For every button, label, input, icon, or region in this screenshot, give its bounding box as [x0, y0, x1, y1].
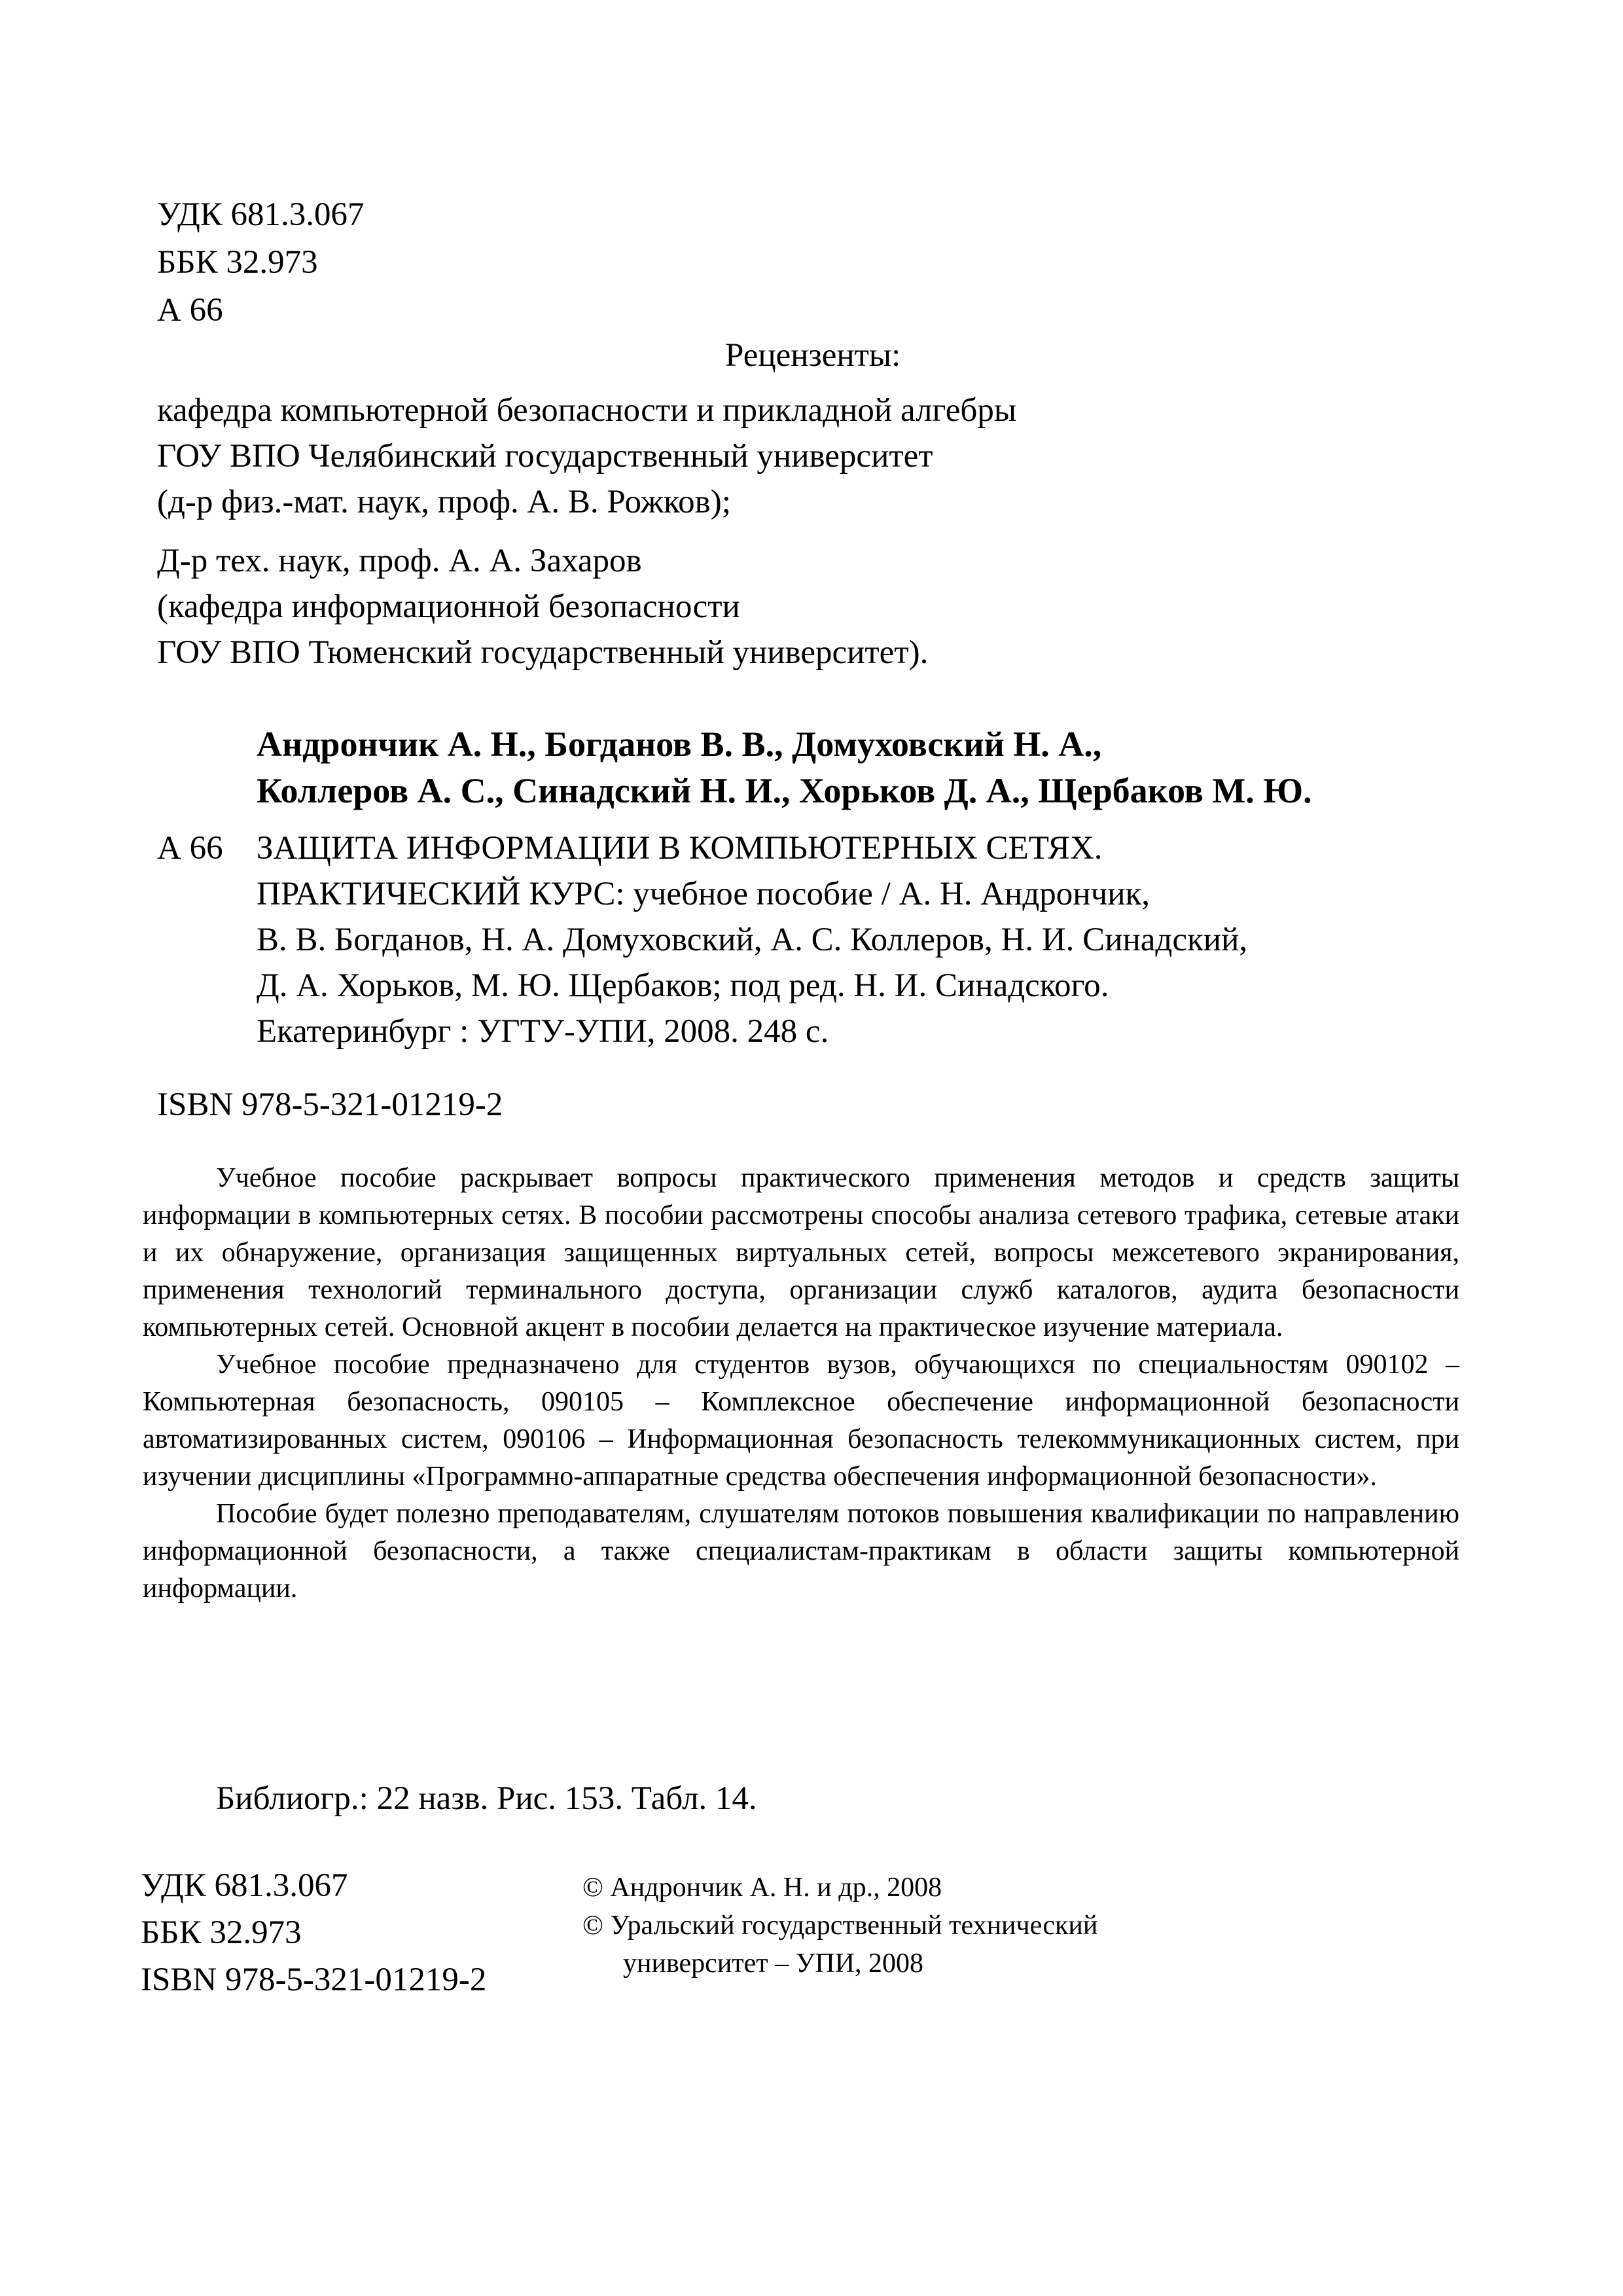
biblio-line-3: В. В. Богданов, Н. А. Домуховский, А. С. Коллеров, Н. И. Синадский, — [257, 922, 1248, 958]
reviewer-1-line-1: кафедра компьютерной безопасности и прикладной алгебры — [157, 392, 1017, 429]
annotation-paragraph-3: Пособие будет полезно преподавателям, слушателям потоков повышения квалификации по направлению информационной безопасности, а также специалистам-практикам в области защиты компьютерной информации. — [143, 1499, 1459, 1604]
biblio-line-5: Екатеринбург : УГТУ-УПИ, 2008. 248 с. — [257, 1013, 829, 1050]
reviewer-2-line-2: (кафедра информационной безопасности — [157, 588, 740, 625]
copyright-authors: © Андрончик А. Н. и др., 2008 — [582, 1873, 942, 1903]
reviewer-2-line-3: ГОУ ВПО Тюменский государственный университет). — [157, 634, 929, 671]
biblio-code: А 66 — [157, 830, 223, 867]
biblio-line-1: ЗАЩИТА ИНФОРМАЦИИ В КОМПЬЮТЕРНЫХ СЕТЯХ. — [257, 830, 1103, 867]
bbk-code: ББК 32.973 — [157, 244, 318, 281]
reviewer-2-line-1: Д-р тех. наук, проф. А. А. Захаров — [157, 543, 642, 579]
footer-isbn: ISBN 978-5-321-01219-2 — [141, 1962, 487, 1998]
annotation-paragraph-2: Учебное пособие предназначено для студентов вузов, обучающихся по специальностям 090102 – Компьютерная безопасность, 090105 – Комплексное обеспечение информационной безопасности автоматизированных систем, 090106 – Информационная безопасность телекоммуникационных систем, при изучении дисциплины «Программно-аппаратные средства обеспечения информационной безопасности». — [143, 1350, 1459, 1492]
copyright-university-cont: университет – УПИ, 2008 — [623, 1948, 924, 1979]
author-mark: А 66 — [157, 292, 223, 329]
biblio-line-2: ПРАКТИЧЕСКИЙ КУРС: учебное пособие / А. Н. Андрончик, — [257, 876, 1150, 912]
isbn: ISBN 978-5-321-01219-2 — [157, 1086, 503, 1123]
copyright-university: © Уральский государственный технический — [582, 1910, 1098, 1941]
udk-code: УДК 681.3.067 — [157, 196, 365, 233]
reviewers-title: Рецензенты: — [725, 337, 901, 374]
authors-line-1: Андрончик А. Н., Богданов В. В., Домуховский Н. А., — [257, 725, 1102, 764]
footer-udk: УДК 681.3.067 — [141, 1867, 348, 1904]
reviewer-1-line-2: ГОУ ВПО Челябинский государственный университет — [157, 438, 933, 475]
footer-bbk: ББК 32.973 — [141, 1914, 302, 1951]
biblio-note: Библиогр.: 22 назв. Рис. 153. Табл. 14. — [216, 1780, 757, 1817]
annotation-paragraph-1: Учебное пособие раскрывает вопросы практического применения методов и средств защиты информации в компьютерных сетях. В пособии рассмотрены способы анализа сетевого трафика, сетевые атаки и их обнаружение, организация защищенных виртуальных сетей, вопросы межсетевого экранирования, применения технологий терминального доступа, организации служб каталогов, аудита безопасности компьютерных сетей. Основной акцент в пособии делается на практическое изучение материала. — [143, 1163, 1459, 1342]
reviewer-1-line-3: (д-р физ.-мат. наук, проф. А. В. Рожков); — [157, 484, 731, 520]
biblio-line-4: Д. А. Хорьков, М. Ю. Щербаков; под ред. Н. И. Синадского. — [257, 967, 1109, 1004]
annotation — [143, 1160, 1459, 1607]
authors-line-2: Коллеров А. С., Синадский Н. И., Хорьков Д. А., Щербаков М. Ю. — [257, 771, 1312, 810]
